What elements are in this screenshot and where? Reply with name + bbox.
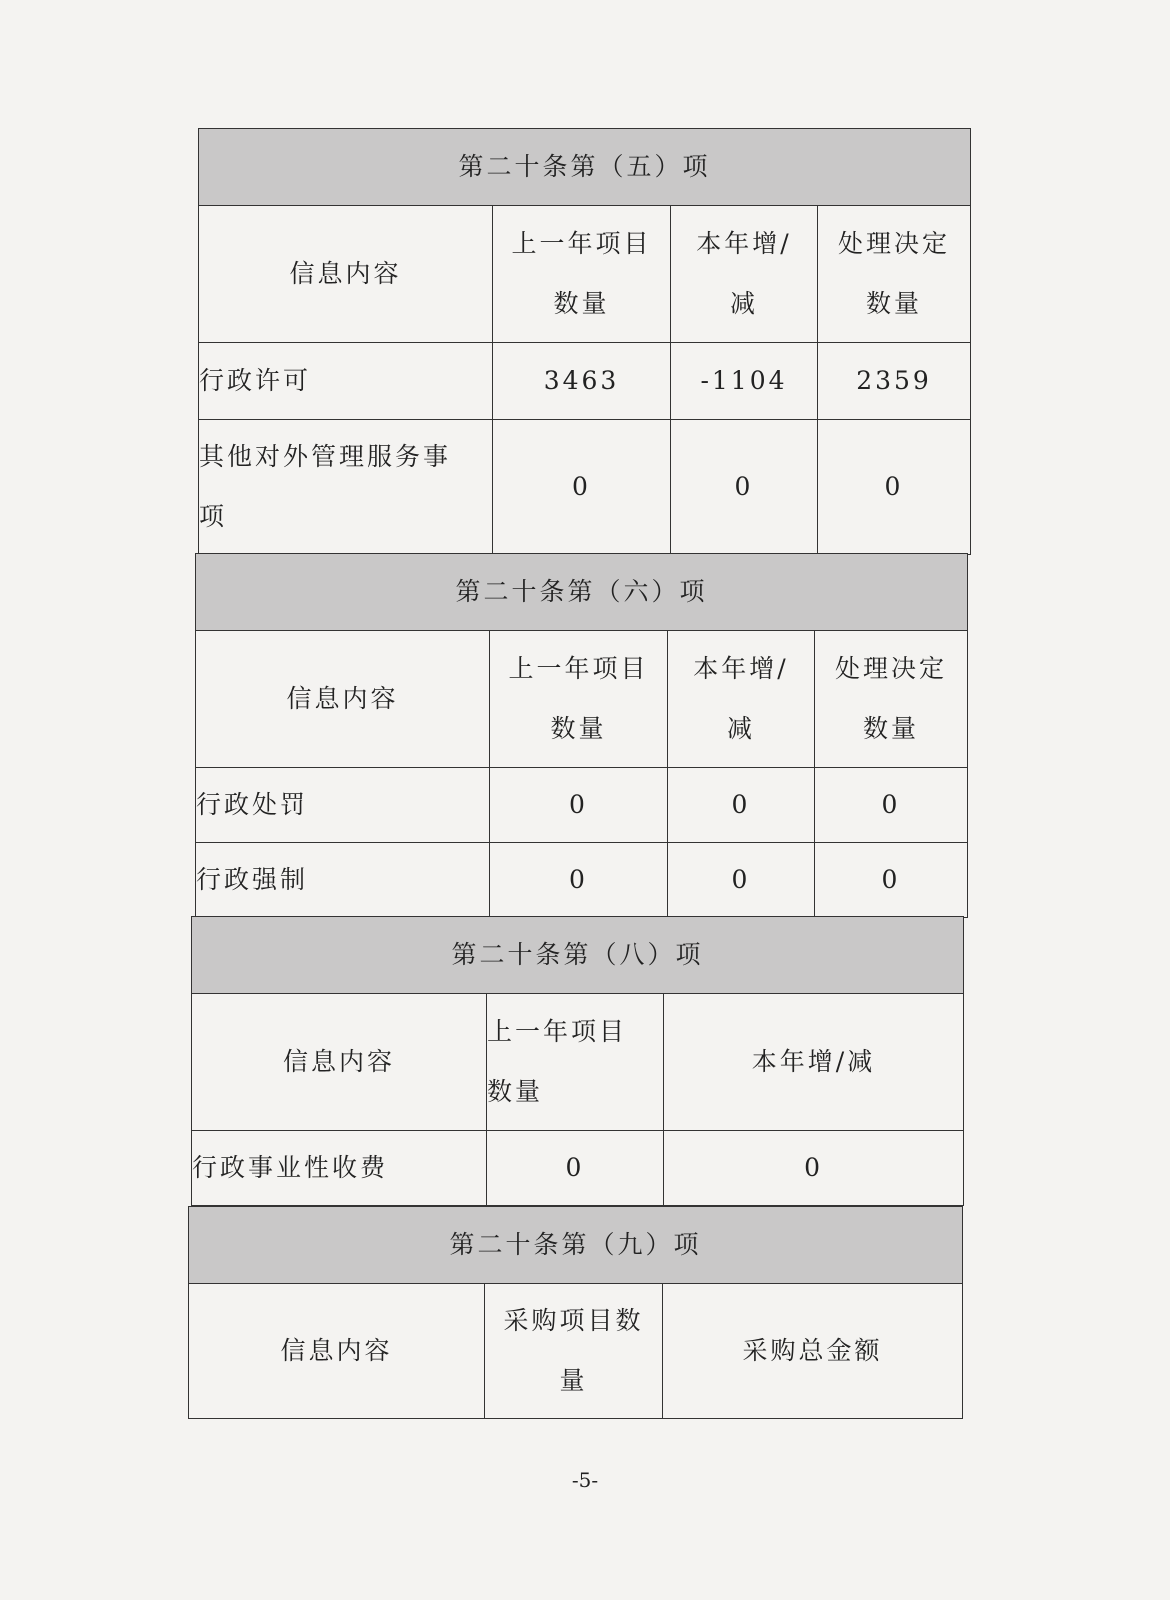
cell-value: 0: [490, 843, 668, 918]
column-header-prev-year: 上一年项目 数量: [487, 994, 664, 1131]
column-header-change: 本年增/ 减: [668, 631, 815, 768]
column-header-decision: 处理决定 数量: [818, 206, 971, 343]
cell-value: -1104: [671, 343, 818, 420]
cell-value: 0: [815, 768, 968, 843]
cell-value: 0: [668, 768, 815, 843]
column-header-change: 本年增/减: [664, 994, 964, 1131]
column-header-decision: 处理决定 数量: [815, 631, 968, 768]
table-row: [199, 343, 971, 420]
section-table-3: [191, 916, 964, 1206]
cell-value: 0: [671, 420, 818, 555]
cell-value: 3463: [493, 343, 671, 420]
column-header-info: 信息内容: [196, 631, 490, 768]
table-row: [196, 843, 968, 918]
section-table-2: [195, 553, 968, 918]
row-label: 行政许可: [199, 343, 493, 420]
cell-value: 2359: [818, 343, 971, 420]
column-header-info: 信息内容: [199, 206, 493, 343]
table-row: [196, 768, 968, 843]
column-header-info: 信息内容: [192, 994, 487, 1131]
column-header-prev-year: 上一年项目 数量: [490, 631, 668, 768]
row-label: 行政处罚: [196, 768, 490, 843]
section-title: 第二十条第（九）项: [189, 1207, 963, 1284]
section-title: 第二十条第（五）项: [199, 129, 971, 206]
table-row: [199, 420, 971, 555]
column-header-prev-year: 上一年项目 数量: [493, 206, 671, 343]
column-header-info: 信息内容: [189, 1284, 485, 1419]
cell-value: 0: [487, 1131, 664, 1206]
page-number: -5-: [571, 1468, 599, 1492]
table-row: [192, 1131, 964, 1206]
section-table-1: [198, 128, 971, 555]
column-header-purchase-count: 采购项目数 量: [485, 1284, 663, 1419]
column-header-purchase-total: 采购总金额: [663, 1284, 963, 1419]
section-title: 第二十条第（八）项: [192, 917, 964, 994]
cell-value: 0: [664, 1131, 964, 1206]
section-title: 第二十条第（六）项: [196, 554, 968, 631]
section-table-4: [188, 1206, 963, 1419]
cell-value: 0: [668, 843, 815, 918]
cell-value: 0: [490, 768, 668, 843]
row-label: 行政强制: [196, 843, 490, 918]
row-label: 其他对外管理服务事 项: [199, 420, 493, 555]
row-label: 行政事业性收费: [192, 1131, 487, 1206]
cell-value: 0: [818, 420, 971, 555]
column-header-change: 本年增/ 减: [671, 206, 818, 343]
cell-value: 0: [815, 843, 968, 918]
cell-value: 0: [493, 420, 671, 555]
